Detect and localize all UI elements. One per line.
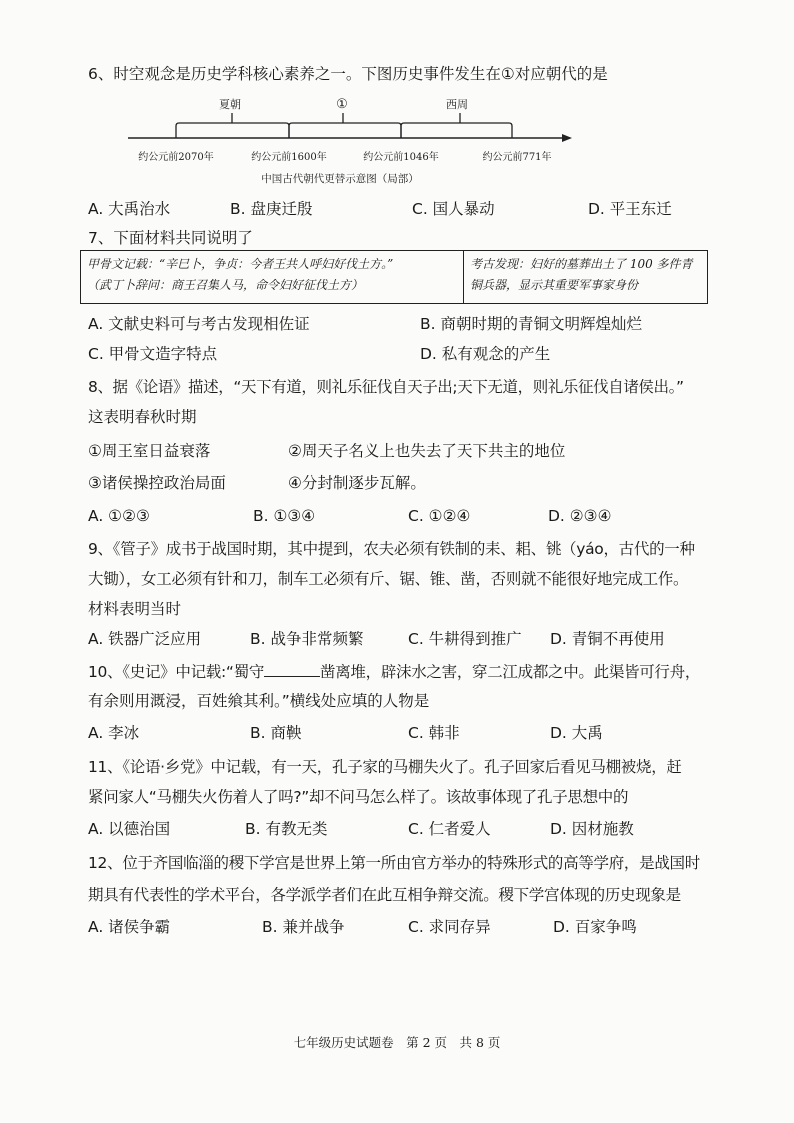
q8-option-d[interactable]: D. ②③④ [548, 507, 612, 525]
q7-option-c[interactable]: C. 甲骨文造字特点 [88, 345, 218, 363]
timeline-label-xia: 夏朝 [219, 98, 241, 111]
q8-option-c[interactable]: C. ①②④ [408, 507, 471, 525]
q6-option-b[interactable]: B. 盘庚迁殷 [230, 200, 313, 218]
q12-option-a[interactable]: A. 诸侯争霸 [88, 918, 171, 936]
q9-option-c[interactable]: C. 牛耕得到推广 [408, 630, 522, 648]
timeline-date-1: 约公元前2070年 [138, 152, 214, 163]
q6-option-c[interactable]: C. 国人暴动 [412, 200, 495, 218]
q12-option-c[interactable]: C. 求同存异 [408, 918, 491, 936]
q7-material-oracle-line-1: 甲骨文记载：“辛巳卜，争贞：今者王共人呼妇好伐土方。” [87, 257, 394, 271]
bracket-circle [289, 123, 401, 138]
q8-statement-1: ①周王室日益衰落 [88, 442, 211, 460]
q10-stem-line-2: 有余则用溉浸，百姓飨其利。”横线处应填的人物是 [88, 692, 430, 710]
q11-option-c[interactable]: C. 仁者爱人 [408, 820, 491, 838]
q9-stem-line-2: 大锄），女工必须有针和刀，制车工必须有斤、锯、锥、凿，否则就不能很好地完成工作。 [88, 570, 689, 588]
q6-option-d[interactable]: D. 平王东迁 [588, 200, 672, 218]
q12-option-d[interactable]: D. 百家争鸣 [553, 918, 637, 936]
q7-material-box [80, 250, 708, 304]
q8-option-b[interactable]: B. ①③④ [253, 507, 316, 525]
q9-option-a[interactable]: A. 铁器广泛应用 [88, 630, 202, 648]
timeline-diagram [0, 88, 794, 188]
q9-option-b[interactable]: B. 战争非常频繁 [250, 630, 364, 648]
q9-stem-line-3: 材料表明当时 [88, 600, 182, 618]
q11-option-d[interactable]: D. 因材施教 [550, 820, 634, 838]
q12-stem-line-1: 12、位于齐国临淄的稷下学宫是世界上第一所由官方举办的特殊形式的高等学府，是战国时 [88, 854, 700, 872]
q7-material-oracle [81, 251, 464, 303]
q8-statement-3: ③诸侯操控政治局面 [88, 474, 226, 492]
q10-stem-line-1 [88, 660, 700, 683]
q11-stem-line-2: 紧问家人“马棚失火伤着人了吗?”却不问马怎么样了。该故事体现了孔子思想中的 [88, 788, 629, 806]
q8-stem-line-2: 这表明春秋时期 [88, 408, 197, 426]
q10-answer-blank[interactable] [264, 660, 320, 677]
q7-option-a[interactable]: A. 文献史料可与考古发现相佐证 [88, 315, 310, 333]
q10-stem-part-2: 凿离堆，辟沫水之害，穿二江成都之中。此渠皆可行舟， [320, 663, 701, 681]
q8-stem-line-1: 8、据《论语》描述，“天下有道，则礼乐征伐自天子出;天下无道，则礼乐征伐自诸侯出。” [88, 378, 684, 396]
q8-statement-2: ②周天子名义上也失去了天下共主的地位 [288, 442, 566, 460]
q8-statement-4: ④分封制逐步瓦解。 [288, 474, 426, 492]
q10-option-a[interactable]: A. 李冰 [88, 724, 140, 742]
q10-option-d[interactable]: D. 大禹 [550, 724, 603, 742]
q12-stem-line-2: 期具有代表性的学术平台，各学派学者们在此互相争辩交流。稷下学宫体现的历史现象是 [88, 886, 681, 904]
q10-option-b[interactable]: B. 商鞅 [250, 724, 302, 742]
timeline-date-4: 约公元前771年 [482, 152, 552, 163]
bracket-xia [176, 123, 289, 138]
q12-option-b[interactable]: B. 兼并战争 [262, 918, 345, 936]
q11-option-b[interactable]: B. 有教无类 [245, 820, 328, 838]
timeline-arrow [562, 134, 572, 142]
q6-stem: 6、时空观念是历史学科核心素养之一。下图历史事件发生在①对应朝代的是 [88, 65, 608, 83]
q11-option-a[interactable]: A. 以德治国 [88, 820, 171, 838]
q7-material-archaeology: 考古发现：妇好的墓葬出土了 100 多件青铜兵器，显示其重要军事家身份 [470, 257, 693, 292]
q11-stem-line-1: 11、《论语·乡党》中记载，有一天，孔子家的马棚失火了。孔子回家后看见马棚被烧，赶 [88, 758, 682, 776]
timeline-date-3: 约公元前1046年 [363, 152, 439, 163]
q9-option-d[interactable]: D. 青铜不再使用 [550, 630, 665, 648]
timeline-label-western-zhou: 西周 [446, 98, 468, 111]
q6-option-a[interactable]: A. 大禹治水 [88, 200, 171, 218]
q7-option-d[interactable]: D. 私有观念的产生 [420, 345, 551, 363]
q7-material-oracle-line-2: （武丁卜辞问：商王召集人马，命令妇好征伐土方） [87, 278, 364, 292]
timeline-label-circle-1: ① [336, 97, 348, 112]
q9-stem-line-1: 9、《管子》成书于战国时期，其中提到，农夫必须有铁制的耒、耜、铫（yáo，古代的一种 [88, 540, 695, 558]
q8-option-a[interactable]: A. ①②③ [88, 507, 150, 525]
page-footer: 七年级历史试题卷 第 2 页 共 8 页 [293, 1035, 501, 1050]
timeline-caption: 中国古代朝代更替示意图（局部） [261, 173, 419, 185]
bracket-zhou [401, 123, 512, 138]
timeline-date-2: 约公元前1600年 [251, 152, 327, 163]
q10-option-c[interactable]: C. 韩非 [408, 724, 460, 742]
q7-stem: 7、下面材料共同说明了 [88, 229, 253, 247]
q10-stem-part-1: 10、《史记》中记载:“蜀守 [88, 663, 265, 681]
q7-option-b[interactable]: B. 商朝时期的青铜文明辉煌灿烂 [420, 315, 642, 333]
